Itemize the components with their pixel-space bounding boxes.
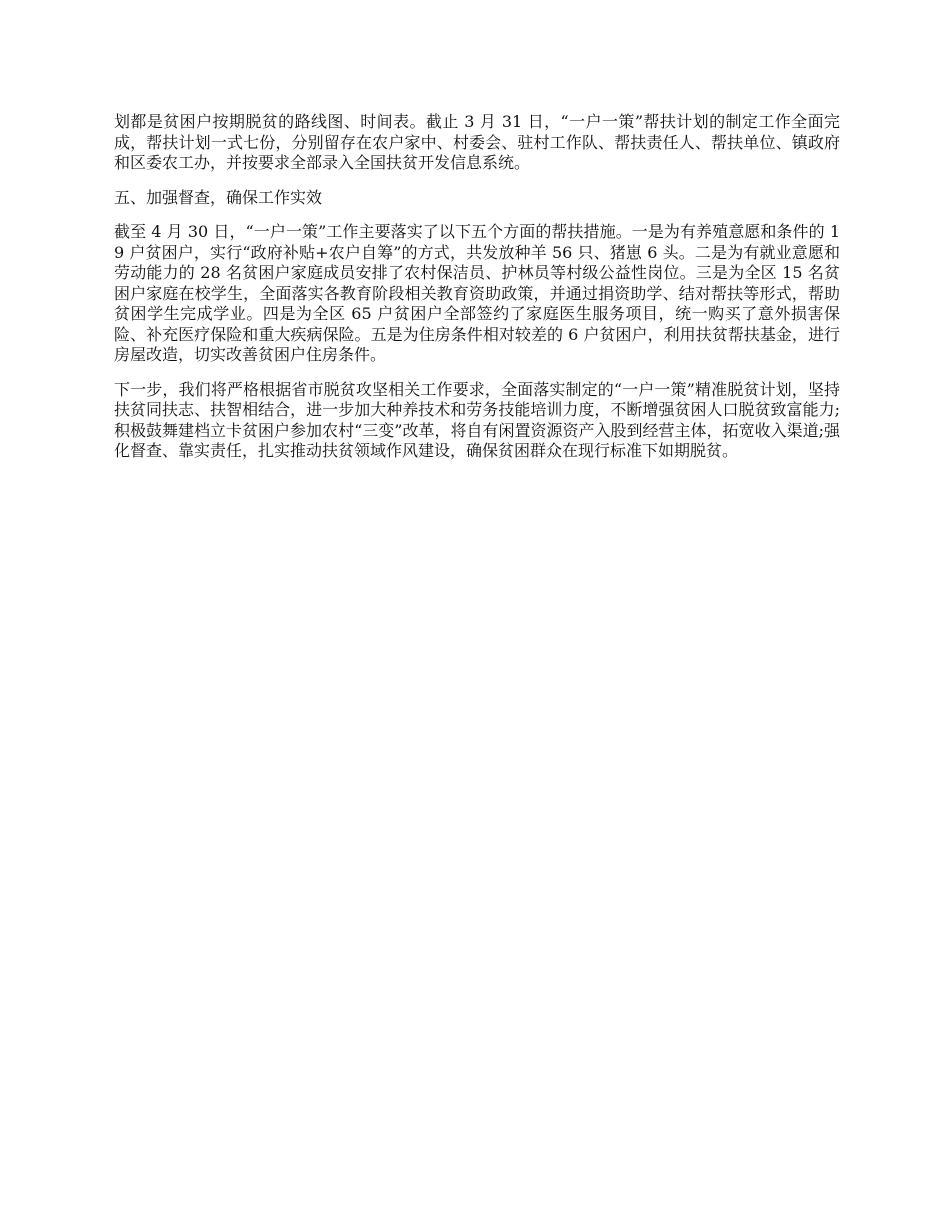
section-heading-supervision: 五、加强督查，确保工作实效 bbox=[114, 187, 323, 207]
paragraph-plan-completion: 划都是贫困户按期脱贫的路线图、时间表。截止 3 月 31 日，“一户一策”帮扶计划的制定工作全面完成，帮扶计划一式七份，分别留存在农户家中、村委会、驻村工作队、帮扶责任人、帮扶单位、镇政府和区委农工办，并按要求全部录入全国扶贫开发信息系统。 bbox=[114, 112, 840, 172]
paragraph-next-steps: 下一步，我们将严格根据省市脱贫攻坚相关工作要求，全面落实制定的“一户一策”精准脱贫计划，坚持扶贫同扶志、扶智相结合，进一步加大种养技术和劳务技能培训力度，不断增强贫困人口脱贫致富能力;积极鼓舞建档立卡贫困户参加农村“三变”改革，将自有闲置资源资产入股到经营主体，拓宽收入渠道;强化督查、靠实责任，扎实推动扶贫领域作风建设，确保贫困群众在现行标准下如期脱贫。 bbox=[114, 379, 840, 460]
document-body bbox=[114, 112, 840, 476]
paragraph-assistance-measures: 截至 4 月 30 日，“一户一策”工作主要落实了以下五个方面的帮扶措施。一是为有养殖意愿和条件的 19 户贫困户，实行“政府补贴+农户自筹”的方式，共发放种羊 56 只、猪崽 6 头。二是为有就业意愿和劳动能力的 28 名贫困户家庭成员安排了农村保洁员、护林员等村级公益性岗位。三是为全区 15 名贫困户家庭在校学生，全面落实各教育阶段相关教育资助政策，并通过捐资助学、结对帮扶等形式，帮助贫困学生完成学业。四是为全区 65 户贫困户全部签约了家庭医生服务项目，统一购买了意外损害保险、补充医疗保险和重大疾病保险。五是为住房条件相对较差的 6 户贫困户，利用扶贫帮扶基金，进行房屋改造，切实改善贫困户住房条件。 bbox=[114, 222, 840, 364]
